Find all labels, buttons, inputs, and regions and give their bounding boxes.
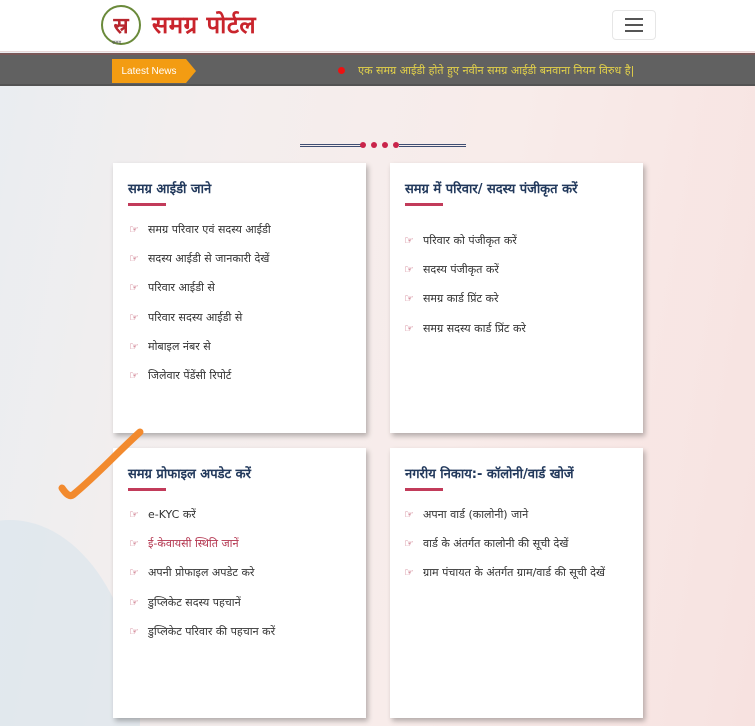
card-link-list xyxy=(404,500,605,588)
list-item-active[interactable] xyxy=(129,529,275,558)
divider-line-right xyxy=(399,144,466,147)
link-label[interactable]: परिवार आईडी से xyxy=(148,281,215,295)
hand-pointer-icon: ☞ xyxy=(129,508,139,522)
card-link-list xyxy=(404,226,526,343)
link-label[interactable]: अपना वार्ड (कालोनी) जाने xyxy=(423,508,529,522)
link-label[interactable]: वार्ड के अंतर्गत कालोनी की सूची देखें xyxy=(423,537,569,551)
card-link-list xyxy=(129,500,275,646)
list-item[interactable] xyxy=(404,558,605,587)
latest-news-label: Latest News xyxy=(112,59,186,83)
link-label[interactable]: मोबाइल नंबर से xyxy=(148,339,211,353)
hand-pointer-icon: ☞ xyxy=(129,369,139,383)
card-samagra-id-jane xyxy=(113,163,366,433)
site-header xyxy=(0,0,755,52)
title-underline xyxy=(405,488,443,491)
hand-pointer-icon: ☞ xyxy=(129,566,139,580)
dot-icon xyxy=(371,142,377,148)
hamburger-menu-button[interactable] xyxy=(612,10,656,40)
card-urban-colony-ward xyxy=(390,448,643,718)
list-item[interactable] xyxy=(129,215,271,244)
card-title: समग्र प्रोफाइल अपडेट करें xyxy=(128,467,251,482)
hand-pointer-icon: ☞ xyxy=(404,321,414,335)
list-item[interactable] xyxy=(404,500,605,529)
link-label[interactable]: डुप्लिकेट सदस्य पहचानें xyxy=(148,595,241,609)
link-label[interactable]: ई-केवायसी स्थिति जानें xyxy=(148,537,239,551)
hand-pointer-icon: ☞ xyxy=(129,339,139,353)
hand-pointer-icon: ☞ xyxy=(129,223,139,237)
link-label[interactable]: जिलेवार पेंडेंसी रिपोर्ट xyxy=(148,369,232,383)
list-item[interactable] xyxy=(404,529,605,558)
list-item[interactable] xyxy=(129,588,275,617)
link-label[interactable]: सदस्य आईडी से जानकारी देखें xyxy=(148,252,270,266)
list-item[interactable] xyxy=(129,303,271,332)
link-label[interactable]: e-KYC करें xyxy=(148,508,196,522)
dot-icon xyxy=(360,142,366,148)
dot-icon xyxy=(382,142,388,148)
divider-line-left xyxy=(300,144,362,147)
logo-glyph: स्र xyxy=(113,13,129,39)
list-item[interactable] xyxy=(404,226,526,255)
hand-pointer-icon: ☞ xyxy=(129,624,139,638)
link-label[interactable]: ग्राम पंचायत के अंतर्गत ग्राम/वार्ड की सूची देखें xyxy=(423,566,606,580)
title-underline xyxy=(128,203,166,206)
link-label[interactable]: सदस्य पंजीकृत करें xyxy=(423,263,499,277)
hand-pointer-icon: ☞ xyxy=(404,234,414,248)
card-register-family-member xyxy=(390,163,643,433)
logo-subtext: समग्र xyxy=(112,40,122,46)
list-item[interactable] xyxy=(129,361,271,390)
hand-pointer-icon: ☞ xyxy=(129,537,139,551)
link-label[interactable]: अपनी प्रोफाइल अपडेट करे xyxy=(148,566,255,580)
card-profile-update xyxy=(113,448,366,718)
hand-pointer-icon: ☞ xyxy=(129,252,139,266)
list-item[interactable] xyxy=(129,617,275,646)
list-item[interactable] xyxy=(129,500,275,529)
list-item[interactable] xyxy=(129,273,271,302)
link-label[interactable]: परिवार को पंजीकृत करें xyxy=(423,234,517,248)
hand-pointer-icon: ☞ xyxy=(129,595,139,609)
hamburger-menu-icon xyxy=(625,18,643,20)
checkmark-annotation-icon xyxy=(56,428,148,508)
list-item[interactable] xyxy=(129,332,271,361)
card-title: नगरीय निकाय:- कॉलोनी/वार्ड खोजें xyxy=(405,467,574,482)
hand-pointer-icon: ☞ xyxy=(404,508,414,522)
link-label[interactable]: परिवार सदस्य आईडी से xyxy=(148,310,243,324)
hamburger-menu-icon xyxy=(625,24,643,26)
hand-pointer-icon: ☞ xyxy=(404,566,414,580)
list-item[interactable] xyxy=(129,244,271,273)
link-label[interactable]: समग्र कार्ड प्रिंट करे xyxy=(423,292,499,306)
link-label[interactable]: समग्र परिवार एवं सदस्य आईडी xyxy=(148,223,271,237)
link-label[interactable]: समग्र सदस्य कार्ड प्रिंट करे xyxy=(423,321,526,335)
hand-pointer-icon: ☞ xyxy=(129,310,139,324)
link-label[interactable]: डुप्लिकेट परिवार की पहचान करें xyxy=(148,624,276,638)
news-ticker-bar xyxy=(0,53,755,86)
site-title[interactable]: समग्र पोर्टल xyxy=(152,11,257,39)
list-item[interactable] xyxy=(404,255,526,284)
card-link-list xyxy=(129,215,271,390)
card-title: समग्र आईडी जाने xyxy=(128,182,212,197)
news-bullet-icon xyxy=(338,67,345,74)
section-divider xyxy=(300,143,466,147)
hand-pointer-icon: ☞ xyxy=(404,263,414,277)
list-item[interactable] xyxy=(129,558,275,587)
list-item[interactable] xyxy=(404,284,526,313)
samagra-logo[interactable] xyxy=(101,5,141,45)
hand-pointer-icon: ☞ xyxy=(404,292,414,306)
news-ticker-text[interactable]: एक समग्र आईडी होते हुए नवीन समग्र आईडी बनवाना नियम विरुध है| xyxy=(358,64,635,77)
title-underline xyxy=(405,203,443,206)
divider-dots xyxy=(360,142,399,148)
list-item[interactable] xyxy=(404,314,526,343)
hand-pointer-icon: ☞ xyxy=(129,281,139,295)
hand-pointer-icon: ☞ xyxy=(404,537,414,551)
card-title: समग्र में परिवार/ सदस्य पंजीकृत करें xyxy=(405,182,578,197)
hamburger-menu-icon xyxy=(625,30,643,32)
